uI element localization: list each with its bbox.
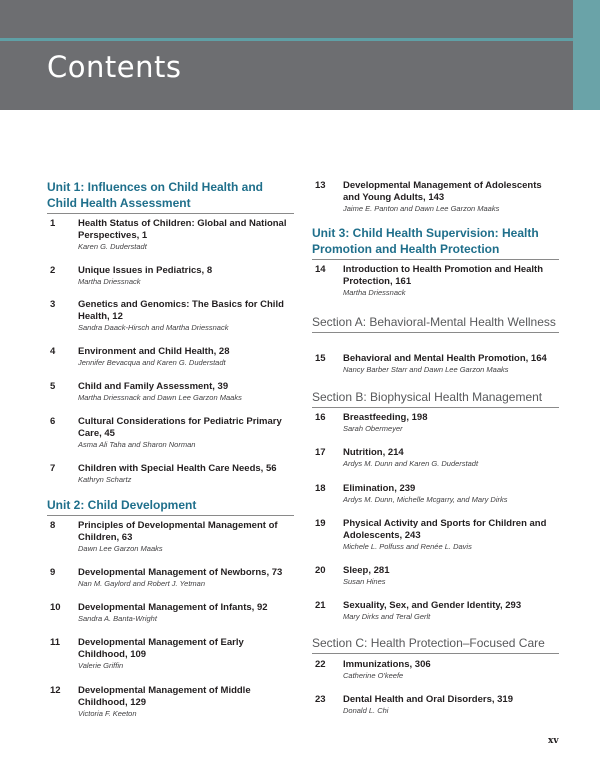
chapter-title: Developmental Management of Newborns, 73 [78,567,283,578]
chapter-number: 6 [50,416,56,427]
page-title: Contents [47,50,182,84]
section-heading: Section C: Health Protection–Focused Care [312,635,559,654]
chapter-number: 4 [50,346,56,357]
chapter-authors: Dawn Lee Garzon Maaks [78,544,163,553]
chapter-authors: Susan Hines [343,577,386,586]
chapter-authors: Victoria F. Keeton [78,709,137,718]
chapter-title: Breastfeeding, 198 [343,412,428,423]
chapter-title: Unique Issues in Pediatrics, 8 [78,265,213,276]
header-accent-line [0,38,573,41]
chapter-authors: Sarah Obermeyer [343,424,403,433]
chapter-title: Health Status of Children: Global and National Perspectives, 1 [78,218,287,241]
chapter-authors: Ardys M. Dunn and Karen G. Duderstadt [343,459,479,468]
unit-heading: Unit 2: Child Development [47,497,294,516]
chapter-number: 13 [315,180,326,191]
chapter-authors: Sandra A. Banta-Wright [78,614,157,623]
chapter-number: 19 [315,518,326,529]
chapter-title: Introduction to Health Promotion and Health Protection, 161 [343,264,544,287]
unit-heading: Unit 3: Child Health Supervision: Health Promotion and Health Protection [312,225,559,260]
chapter-title: Developmental Management of Infants, 92 [78,602,268,613]
chapter-authors: Catherine O'keefe [343,671,404,680]
chapter-number: 8 [50,520,56,531]
chapter-authors: Jennifer Bevacqua and Karen G. Duderstadt [78,358,226,367]
corner-accent-block [573,0,600,110]
chapter-number: 22 [315,659,326,670]
chapter-authors: Michele L. Polfuss and Renée L. Davis [343,542,472,551]
chapter-authors: Martha Driessnack and Dawn Lee Garzon Maaks [78,393,242,402]
chapter-authors: Sandra Daack-Hirsch and Martha Driessnack [78,323,229,332]
chapter-number: 1 [50,218,56,229]
chapter-authors: Nan M. Gaylord and Robert J. Yetman [78,579,206,588]
chapter-number: 14 [315,264,326,275]
chapter-number: 21 [315,600,326,611]
chapter-authors: Martha Driessnack [78,277,141,286]
chapter-number: 17 [315,447,326,458]
chapter-title: Developmental Management of Middle Childhood, 129 [78,685,251,708]
chapter-authors: Donald L. Chi [343,706,389,715]
chapter-title: Cultural Considerations for Pediatric Primary Care, 45 [78,416,282,439]
chapter-title: Principles of Developmental Management of Children, 63 [78,520,278,543]
header-band [0,0,573,110]
section-heading: Section A: Behavioral-Mental Health Wellness [312,314,559,333]
chapter-number: 2 [50,265,56,276]
chapter-number: 7 [50,463,56,474]
unit-heading: Unit 1: Influences on Child Health and Child Health Assessment [47,179,294,214]
chapter-title: Sexuality, Sex, and Gender Identity, 293 [343,600,522,611]
chapter-number: 18 [315,483,326,494]
chapter-title: Elimination, 239 [343,483,416,494]
chapter-authors: Mary Dirks and Teral Gerlt [343,612,431,621]
chapter-authors: Valerie Griffin [78,661,124,670]
chapter-number: 12 [50,685,61,696]
chapter-title: Genetics and Genomics: The Basics for Child Health, 12 [78,299,284,322]
page-number: xv [548,736,559,746]
chapter-title: Children with Special Health Care Needs, 56 [78,463,277,474]
chapter-title: Immunizations, 306 [343,659,431,670]
chapter-title: Developmental Management of Early Childhood, 109 [78,637,244,660]
chapter-title: Nutrition, 214 [343,447,404,458]
chapter-authors: Asma Ali Taha and Sharon Norman [78,440,196,449]
chapter-authors: Karen G. Duderstadt [78,242,147,251]
chapter-title: Environment and Child Health, 28 [78,346,230,357]
chapter-authors: Nancy Barber Starr and Dawn Lee Garzon Maaks [343,365,509,374]
chapter-number: 20 [315,565,326,576]
chapter-authors: Ardys M. Dunn, Michelle Mcgarry, and Mary Dirks [343,495,508,504]
chapter-number: 15 [315,353,326,364]
chapter-number: 23 [315,694,326,705]
chapter-title: Dental Health and Oral Disorders, 319 [343,694,514,705]
chapter-number: 10 [50,602,61,613]
chapter-authors: Jaime E. Panton and Dawn Lee Garzon Maaks [343,204,500,213]
chapter-number: 3 [50,299,56,310]
chapter-authors: Kathryn Schartz [78,475,132,484]
chapter-title: Physical Activity and Sports for Children and Adolescents, 243 [343,518,547,541]
chapter-title: Behavioral and Mental Health Promotion, 164 [343,353,547,364]
chapter-title: Child and Family Assessment, 39 [78,381,229,392]
chapter-number: 5 [50,381,56,392]
chapter-number: 11 [50,637,61,648]
chapter-title: Sleep, 281 [343,565,390,576]
section-heading: Section B: Biophysical Health Management [312,389,559,408]
chapter-number: 16 [315,412,326,423]
chapter-title: Developmental Management of Adolescents and Young Adults, 143 [343,180,542,203]
chapter-authors: Martha Driessnack [343,288,406,297]
chapter-number: 9 [50,567,56,578]
